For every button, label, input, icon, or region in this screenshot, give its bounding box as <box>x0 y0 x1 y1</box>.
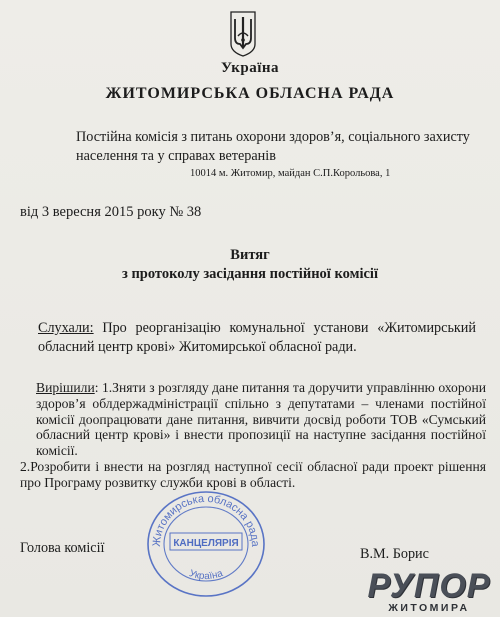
decided-section <box>20 380 486 491</box>
signature-name: В.М. Борис <box>360 546 429 562</box>
commission-line-2: населення та у справах ветеранів <box>76 148 276 164</box>
commission-name <box>76 128 486 166</box>
listened-label: Слухали: <box>38 320 94 336</box>
council-heading: ЖИТОМИРСЬКА ОБЛАСНА РАДА <box>105 85 395 102</box>
stamp-center-text: КАНЦЕЛЯРІЯ <box>173 538 239 549</box>
document-title: Витяг <box>230 247 270 263</box>
commission-line-1: Постійна комісія з питань охорони здоров’я, соціального захисту <box>76 129 470 145</box>
decided-item-1-text: : 1.Зняти з розгляду дане питання та доручити управлінню охорони здоров’я облдержадміністрації спільно з депутатами – членами постійної комісії доопрацювати дане питання, вивчити досвід роботи ТОВ «Сумський обласний центр крові» і внести пропозиції на наступне засідання постійної комісії. <box>36 380 486 459</box>
listened-text: Про реорганізацію комунальної установи «Житомирський обласний центр крові» Житомирської обласної ради. <box>38 320 476 355</box>
address: 10014 м. Житомир, майдан С.П.Корольова, 1 <box>190 168 391 179</box>
decided-item-2: 2.Розробити і внести на розгляд наступної сесії обласної ради проект рішення про Програму розвитку служби крові в області. <box>20 458 486 490</box>
official-stamp <box>142 484 270 598</box>
stamp-bottom-text: Україна <box>187 568 225 583</box>
stamp-ring-text: Житомирська обласна рада <box>150 492 262 548</box>
watermark-sub: ЖИТОМИРА <box>388 602 470 614</box>
watermark-logo <box>364 567 494 615</box>
listened-section <box>38 319 476 357</box>
decided-label: Вирішили <box>36 380 95 395</box>
document-date-number: від 3 вересня 2015 року № 38 <box>20 204 202 220</box>
signature-role: Голова комісії <box>20 540 105 556</box>
decided-item-1 <box>20 380 486 459</box>
country-heading: Україна <box>220 60 280 76</box>
document-subtitle: з протоколу засідання постійної комісії <box>122 266 378 282</box>
trident-icon <box>228 10 258 58</box>
watermark-main: РУПОР <box>367 567 491 605</box>
